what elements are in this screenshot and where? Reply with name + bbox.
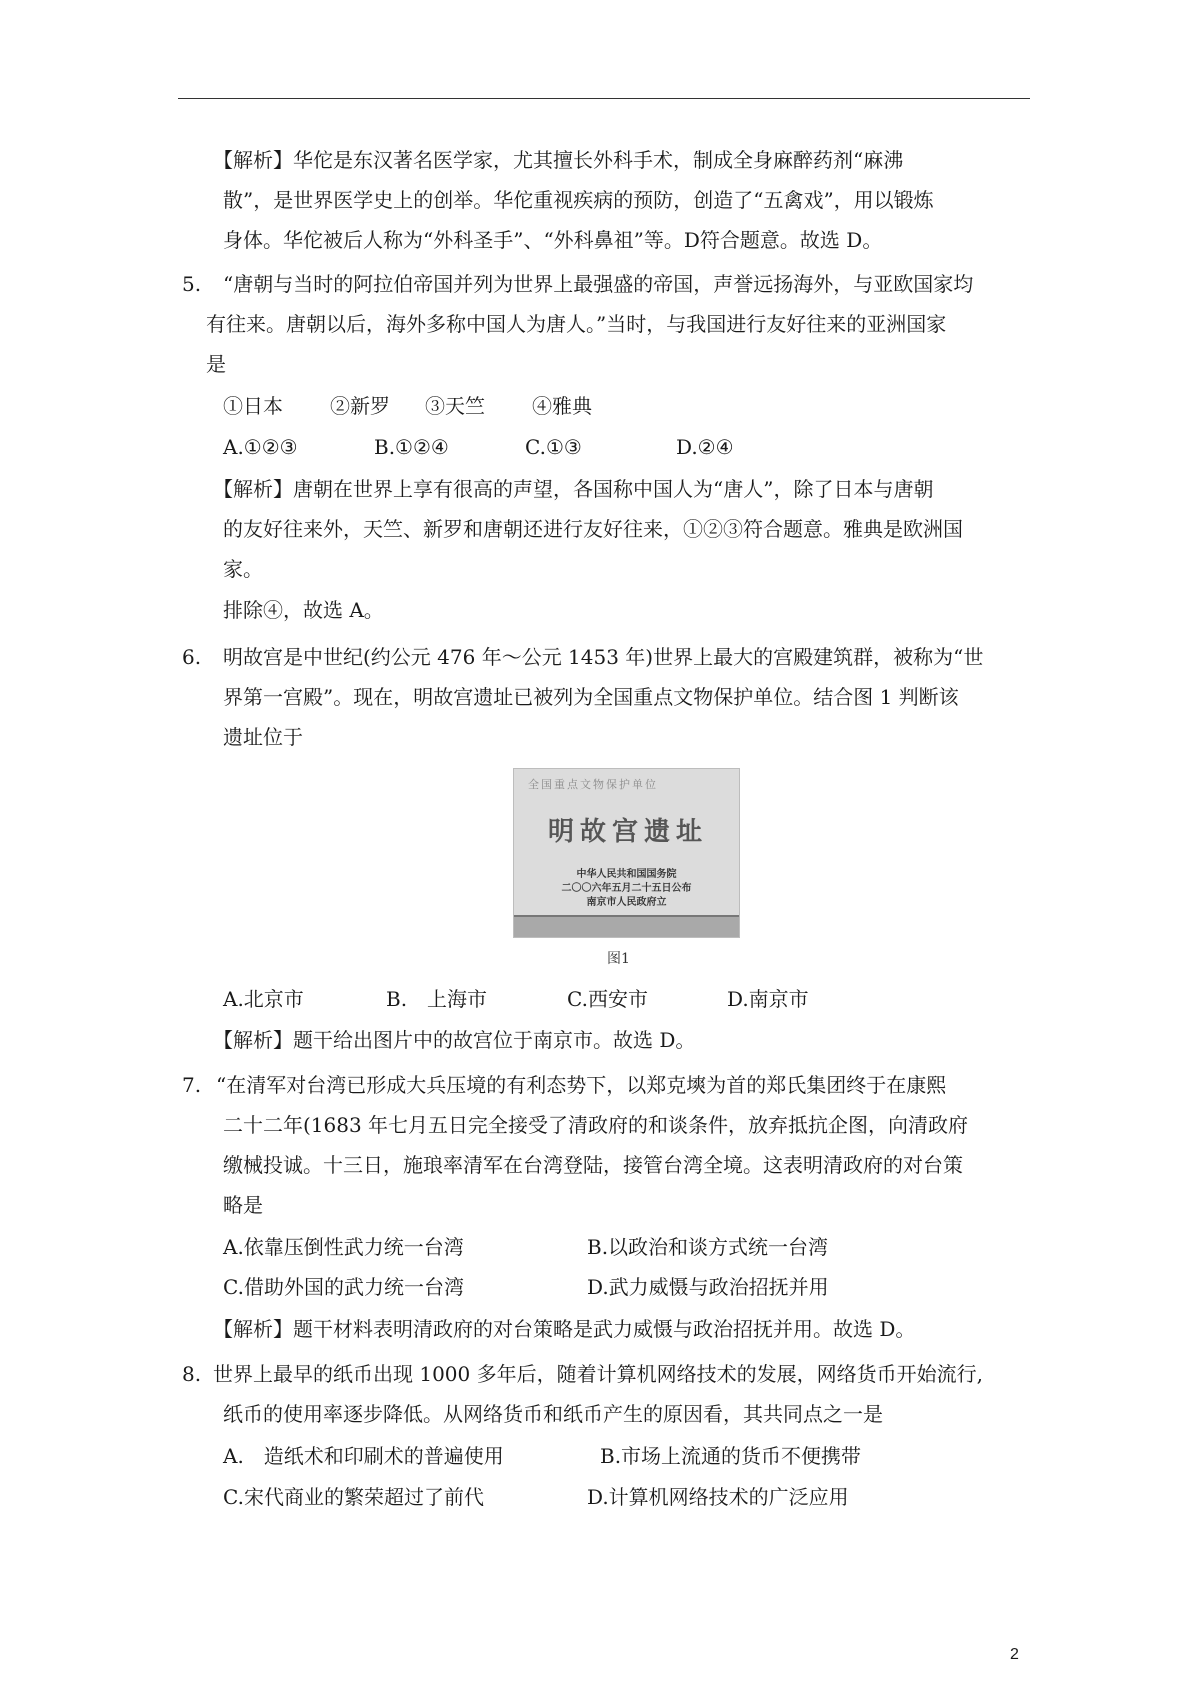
question-6-option-c: C.西安市: [567, 987, 648, 1011]
question-7-line-2: 二十二年(1683 年七月五日完全接受了清政府的和谈条件，放弃抵抗企图，向清政府: [223, 1113, 969, 1137]
question-6-option-b: B. 上海市: [386, 987, 488, 1011]
question-5-line-3: 是: [206, 352, 226, 376]
figure-1-base: [514, 917, 739, 937]
page-number: 2: [1010, 1646, 1019, 1663]
question-5-number: 5.: [182, 272, 202, 296]
figure-1-photo: [513, 768, 740, 938]
question-7-option-c: C.借助外国的武力统一台湾: [223, 1275, 464, 1299]
analysis-4-line-1: 【解析】华佗是东汉著名医学家，尤其擅长外科手术，制成全身麻醉药剂“麻沸: [213, 148, 904, 172]
question-6-number: 6.: [182, 645, 202, 669]
figure-1-caption: 图1: [607, 951, 630, 967]
question-5-option-d: D.②④: [676, 435, 734, 459]
question-5-analysis-line-2: 的友好往来外，天竺、新罗和唐朝还进行友好往来，①②③符合题意。雅典是欧洲国: [223, 517, 963, 541]
question-7-analysis: 【解析】题干材料表明清政府的对台策略是武力威慑与政治招抚并用。故选 D。: [213, 1317, 916, 1341]
question-7-line-1: “在清军对台湾已形成大兵压境的有利态势下，以郑克塽为首的郑氏集团终于在康熙: [216, 1073, 947, 1097]
question-6-option-d: D.南京市: [727, 987, 809, 1011]
analysis-4-line-2: 散”，是世界医学史上的创举。华佗重视疾病的预防，创造了“五禽戏”，用以锻炼: [223, 188, 934, 212]
question-8-option-c: C.宋代商业的繁荣超过了前代: [223, 1485, 484, 1509]
question-5-option-a: A.①②③: [223, 435, 298, 459]
figure-1-top-text: 全国重点文物保护单位: [528, 778, 658, 791]
question-8-line-2: 纸币的使用率逐步降低。从网络货币和纸币产生的原因看，其共同点之一是: [223, 1402, 883, 1426]
figure-1-sub-3: 南京市人民政府立: [586, 897, 667, 908]
question-8-line-1: 世界上最早的纸币出现 1000 多年后，随着计算机网络技术的发展，网络货币开始流行,: [213, 1362, 983, 1386]
question-6-option-a: A.北京市: [223, 987, 304, 1011]
question-5-analysis-line-1: 【解析】唐朝在世界上享有很高的声望，各国称中国人为“唐人”，除了日本与唐朝: [213, 477, 934, 501]
question-8-option-a: A. 造纸术和印刷术的普遍使用: [223, 1444, 504, 1468]
figure-1-title: 明故宫遗址: [548, 817, 709, 847]
question-5-line-2: 有往来。唐朝以后，海外多称中国人为唐人。”当时，与我国进行友好往来的亚洲国家: [206, 312, 947, 336]
question-7-number: 7.: [182, 1073, 202, 1097]
question-6-analysis: 【解析】题干给出图片中的故宫位于南京市。故选 D。: [213, 1028, 696, 1052]
header-rule: [178, 98, 1030, 99]
question-7-line-3: 缴械投诚。十三日，施琅率清军在台湾登陆，接管台湾全境。这表明清政府的对台策: [223, 1153, 963, 1177]
question-5-option-b: B.①②④: [374, 435, 449, 459]
question-6-line-1: 明故宫是中世纪(约公元 476 年～公元 1453 年)世界上最大的宫殿建筑群，被称为“世: [223, 645, 984, 669]
question-5-item-4: ④雅典: [532, 394, 592, 418]
question-5-item-2: ②新罗: [330, 394, 390, 418]
question-5-item-1: ①日本: [223, 394, 283, 418]
question-5-option-c: C.①③: [525, 435, 582, 459]
question-7-line-4: 略是: [223, 1193, 263, 1217]
question-6-line-3: 遗址位于: [223, 725, 303, 749]
question-7-option-d: D.武力威慑与政治招抚并用: [587, 1275, 829, 1299]
question-5-analysis-line-4: 排除④，故选 A。: [223, 598, 384, 622]
question-7-option-a: A.依靠压倒性武力统一台湾: [223, 1235, 464, 1259]
analysis-4-line-3: 身体。华佗被后人称为“外科圣手”、“外科鼻祖”等。D符合题意。故选 D。: [223, 228, 883, 252]
figure-1-sub-1: 中华人民共和国国务院: [576, 869, 677, 880]
question-6-line-2: 界第一宫殿”。现在，明故宫遗址已被列为全国重点文物保护单位。结合图 1 判断该: [223, 685, 959, 709]
question-7-option-b: B.以政治和谈方式统一台湾: [587, 1235, 829, 1259]
question-8-option-d: D.计算机网络技术的广泛应用: [587, 1485, 849, 1509]
question-5-item-3: ③天竺: [425, 394, 485, 418]
figure-1-sub-2: 二〇〇六年五月二十五日公布: [561, 883, 692, 894]
question-8-option-b: B.市场上流通的货币不便携带: [600, 1444, 862, 1468]
question-8-number: 8.: [182, 1362, 202, 1386]
question-5-line-1: “唐朝与当时的阿拉伯帝国并列为世界上最强盛的帝国，声誉远扬海外，与亚欧国家均: [223, 272, 974, 296]
question-5-analysis-line-3: 家。: [223, 557, 263, 581]
